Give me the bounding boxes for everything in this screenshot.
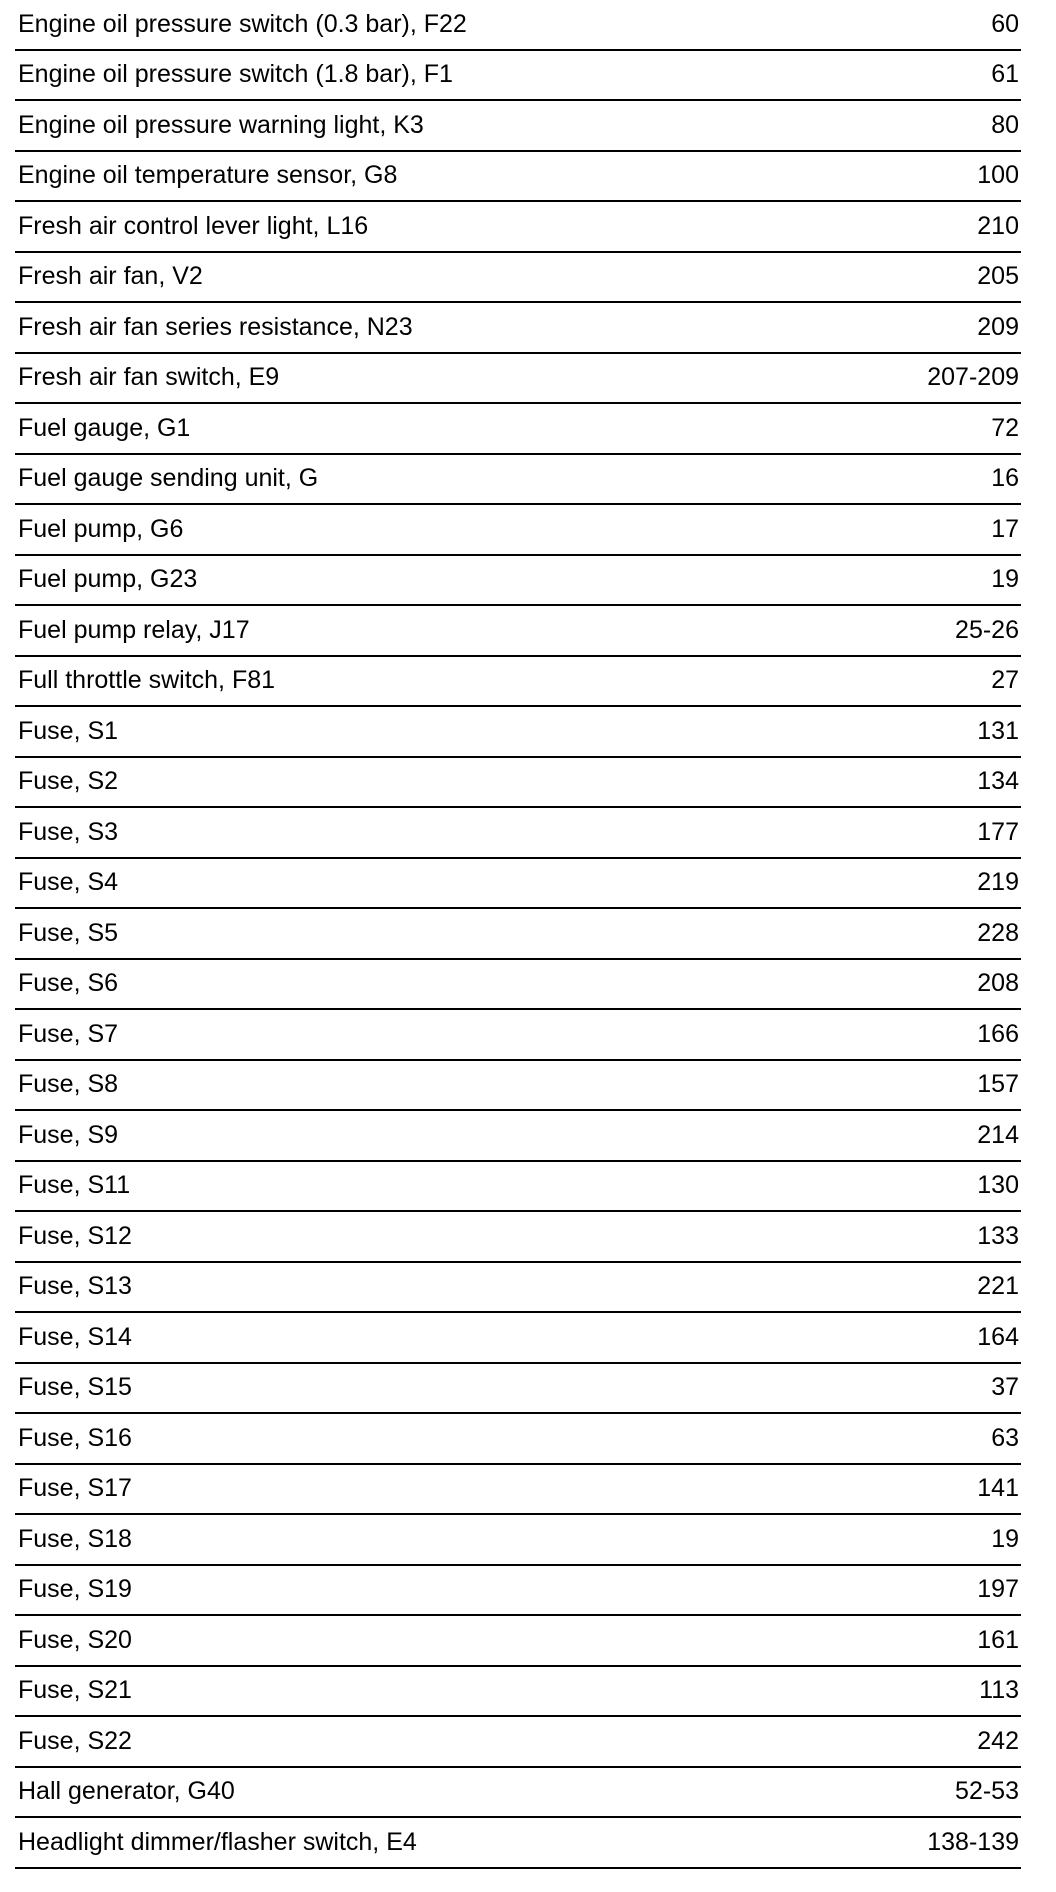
- table-row: [15, 1616, 1021, 1667]
- table-row: [15, 1717, 1021, 1768]
- table-row: [15, 1263, 1021, 1314]
- page-reference: 157: [977, 1070, 1019, 1099]
- table-row: [15, 1515, 1021, 1566]
- page-reference: 133: [977, 1221, 1019, 1250]
- component-name: Fuel pump relay, J17: [18, 615, 250, 644]
- table-row: [15, 354, 1021, 405]
- table-row: [15, 606, 1021, 657]
- page-reference: 100: [977, 161, 1019, 190]
- table-row: [15, 1414, 1021, 1465]
- table-row: [15, 1465, 1021, 1516]
- table-row: [15, 960, 1021, 1011]
- component-name: Fuse, S21: [18, 1676, 132, 1705]
- page-reference: 177: [977, 817, 1019, 846]
- component-name: Fuse, S13: [18, 1272, 132, 1301]
- component-name: Fuse, S16: [18, 1423, 132, 1452]
- page-reference: 219: [977, 868, 1019, 897]
- table-row: [15, 505, 1021, 556]
- component-name: Fresh air fan series resistance, N23: [18, 312, 413, 341]
- table-row: [15, 1162, 1021, 1213]
- table-row: [15, 253, 1021, 304]
- table-row: [15, 707, 1021, 758]
- table-row: [15, 101, 1021, 152]
- table-row: [15, 1313, 1021, 1364]
- table-row: [15, 1818, 1021, 1869]
- component-name: Fuse, S17: [18, 1474, 132, 1503]
- table-row: [15, 1667, 1021, 1718]
- table-row: [15, 909, 1021, 960]
- component-name: Engine oil pressure switch (1.8 bar), F1: [18, 60, 453, 89]
- component-name: Fuse, S22: [18, 1726, 132, 1755]
- table-row: [15, 556, 1021, 607]
- page-reference: 131: [977, 716, 1019, 745]
- component-name: Fresh air fan, V2: [18, 262, 203, 291]
- component-name: Fuse, S2: [18, 767, 119, 796]
- component-name: Fuse, S11: [18, 1171, 131, 1200]
- page-reference: 19: [991, 1524, 1019, 1553]
- page-reference: 161: [977, 1625, 1019, 1654]
- page-reference: 197: [977, 1575, 1019, 1604]
- component-name: Engine oil pressure switch (0.3 bar), F22: [18, 9, 467, 38]
- page-reference: 228: [977, 918, 1019, 947]
- component-name: Fuse, S3: [18, 817, 119, 846]
- page-reference: 130: [977, 1171, 1019, 1200]
- table-row: [15, 808, 1021, 859]
- component-name: Fuse, S19: [18, 1575, 132, 1604]
- table-row: [15, 1364, 1021, 1415]
- page-reference: 52-53: [955, 1777, 1019, 1806]
- page-reference: 207-209: [927, 363, 1019, 392]
- component-name: Fuse, S20: [18, 1625, 132, 1654]
- table-row: [15, 1566, 1021, 1617]
- component-name: Full throttle switch, F81: [18, 666, 276, 695]
- page-reference: 113: [979, 1676, 1019, 1705]
- table-row: [15, 1111, 1021, 1162]
- component-name: Fuel pump, G6: [18, 514, 184, 543]
- table-row: [15, 758, 1021, 809]
- component-name: Headlight dimmer/flasher switch, E4: [18, 1827, 417, 1856]
- page-reference: 60: [991, 9, 1019, 38]
- page-reference: 19: [991, 565, 1019, 594]
- page-reference: 214: [977, 1120, 1019, 1149]
- table-row: [15, 51, 1021, 102]
- component-name: Fuel gauge, G1: [18, 413, 191, 442]
- table-row: [15, 152, 1021, 203]
- page-reference: 16: [991, 464, 1019, 493]
- page-reference: 164: [977, 1322, 1019, 1351]
- component-name: Fuse, S7: [18, 1019, 119, 1048]
- table-row: [15, 657, 1021, 708]
- table-row: [15, 404, 1021, 455]
- page-reference: 37: [991, 1373, 1019, 1402]
- component-name: Hall generator, G40: [18, 1777, 235, 1806]
- page-reference: 134: [977, 767, 1019, 796]
- page-reference: 63: [991, 1423, 1019, 1452]
- table-row: [15, 303, 1021, 354]
- page-reference: 209: [977, 312, 1019, 341]
- table-row: [15, 1212, 1021, 1263]
- component-name: Fuse, S8: [18, 1070, 119, 1099]
- component-name: Fresh air fan switch, E9: [18, 363, 280, 392]
- component-name: Fuse, S4: [18, 868, 119, 897]
- component-name: Fuse, S5: [18, 918, 119, 947]
- table-row: [15, 202, 1021, 253]
- page-reference: 242: [977, 1726, 1019, 1755]
- component-name: Fuse, S9: [18, 1120, 119, 1149]
- table-row: [15, 1768, 1021, 1819]
- component-name: Engine oil temperature sensor, G8: [18, 161, 398, 190]
- table-row: [15, 859, 1021, 910]
- page-reference: 61: [991, 60, 1019, 89]
- page-reference: 138-139: [927, 1827, 1019, 1856]
- component-name: Fuse, S15: [18, 1373, 132, 1402]
- table-row: [15, 0, 1021, 51]
- page-reference: 141: [977, 1474, 1019, 1503]
- page-reference: 205: [977, 262, 1019, 291]
- page-reference: 166: [977, 1019, 1019, 1048]
- component-name: Fuel pump, G23: [18, 565, 198, 594]
- table-row: [15, 1061, 1021, 1112]
- table-row: [15, 455, 1021, 506]
- page-reference: 208: [977, 969, 1019, 998]
- table-row: [15, 1010, 1021, 1061]
- component-name: Fuse, S6: [18, 969, 119, 998]
- page-reference: 80: [991, 110, 1019, 139]
- component-index-table: [15, 0, 1021, 1869]
- component-name: Fresh air control lever light, L16: [18, 211, 369, 240]
- component-name: Fuse, S12: [18, 1221, 132, 1250]
- component-name: Engine oil pressure warning light, K3: [18, 110, 424, 139]
- component-name: Fuse, S18: [18, 1524, 132, 1553]
- component-name: Fuse, S14: [18, 1322, 132, 1351]
- component-name: Fuse, S1: [18, 716, 119, 745]
- page-reference: 25-26: [955, 615, 1019, 644]
- page-reference: 27: [991, 666, 1019, 695]
- page-reference: 17: [991, 514, 1019, 543]
- page-reference: 210: [977, 211, 1019, 240]
- component-name: Fuel gauge sending unit, G: [18, 464, 319, 493]
- page-reference: 221: [977, 1272, 1019, 1301]
- page-reference: 72: [991, 413, 1019, 442]
